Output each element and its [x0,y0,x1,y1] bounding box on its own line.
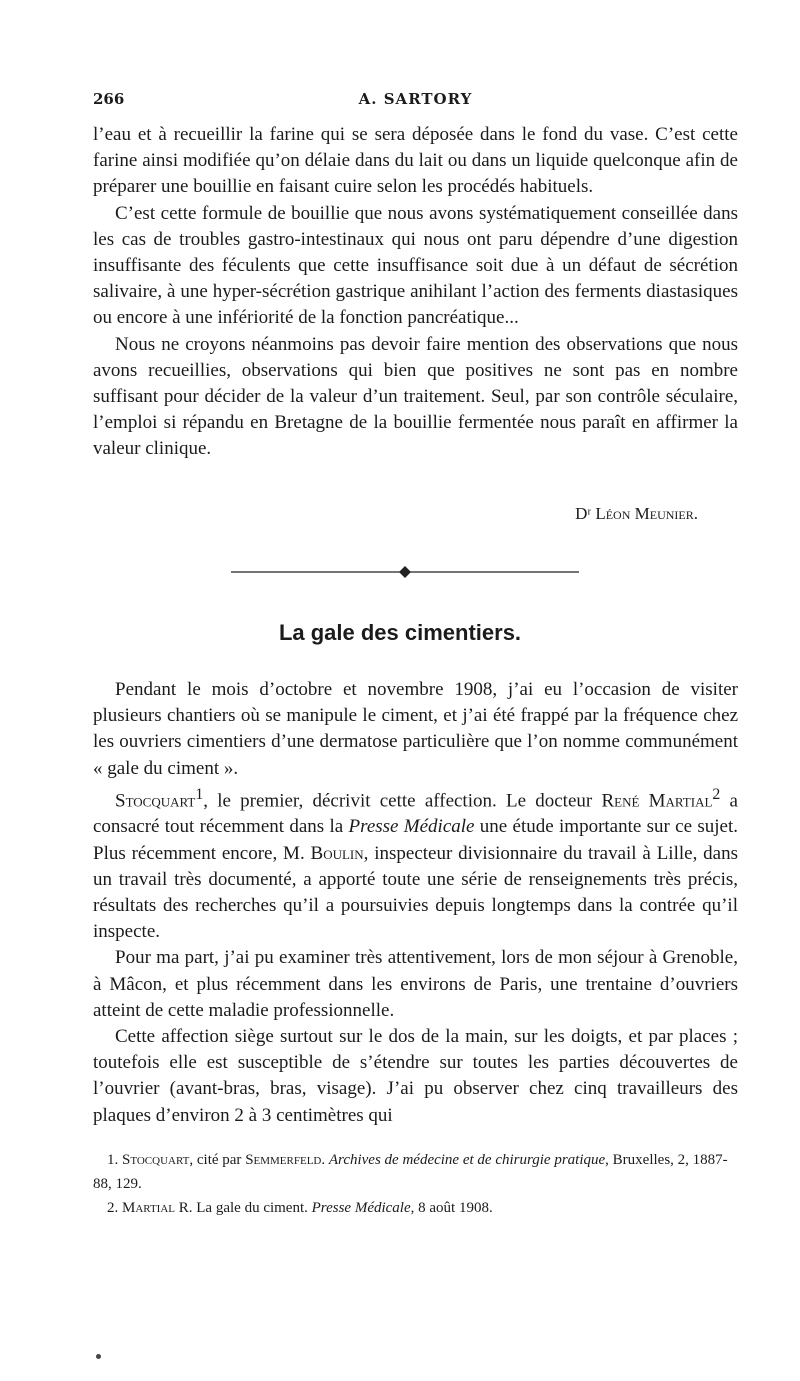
running-author: A. SARTORY [358,90,473,108]
paragraph: Cette affection siège surtout sur le dos de la main, sur les doigts, et par places ; toutefois elle est susceptible de s’étendre sur toutes les parties découvertes de l’ouvrier (avant-bras, bras, visage). J’ai pu observer chez cinq travailleurs des plaques d’environ 2 à 3 centimètres qui [93,1025,738,1126]
footnote: 2. Martial R. La gale du ciment. Presse Médicale, 8 août 1908. [107,1200,493,1216]
signature-title: Dʳ [575,504,592,523]
author-name: René Martial [601,790,713,812]
footnote-ref: 2 [712,785,721,803]
paragraph: Pour ma part, j’ai pu examiner très attentivement, lors de mon séjour à Grenoble, à Mâcon, et plus récemment dans les environs de Paris, une trentaine d’ouvriers atteint de cette maladie professionnelle. [93,947,738,1021]
paragraph: C’est cette formule de bouillie que nous avons systématiquement conseillée dans les cas de troubles gastro-intestinaux qui nous ont paru dépendre d’une digestion insuffisante des féculents que cette insuffisance soit due à un défaut de sécrétion salivaire, à une hyper-sécrétion gastrique anihilant l’action des ferments diastasiques ou encore à une infériorité de la fonction pancréatique... [93,202,738,329]
author-name: Boulin [310,842,364,864]
signature-name: Léon Meunier. [595,504,698,523]
signature [575,504,698,524]
author-name: Stocquart [115,790,196,812]
page-number: 266 [93,90,125,108]
paragraph: Stocquart$^1$, le premier, décrivit cette affection. Le docteur René Martial$^2$ a consacré tout récemment dans la Presse Médicale une étude importante sur ce sujet. Plus récemment encore, M. Boulin, inspecteur divisionnaire du travail à Lille, dans un travail très documenté, a apporté toute une série de renseignements très précis, résultats des recherches qu’il a poursuivies depuis longtemps dans la contrée qu’il inspecte. [93,785,738,943]
paragraph: Pendant le mois d’octobre et novembre 1908, j’ai eu l’occasion de visiter plusieurs chantiers où se manipule le ciment, et j’ai été frappé par la fréquence chez les ouvriers cimentiers d’une dermatose particulière que l’on nomme communément « gale du ciment ». [93,679,738,779]
article-title: La gale des cimentiers. [278,620,522,645]
footnote: 1. Stocquart, cité par Semmerfeld. Archives de médecine et de chirurgie pratique, Bruxelles, 2, 1887-88, 129. [93,1152,728,1192]
section-divider [231,565,579,579]
footnote-ref: 1 [195,785,204,803]
paragraph: Nous ne croyons néanmoins pas devoir faire mention des observations que nous avons recueillies, observations qui bien que positives ne sont pas en nombre suffisant pour décider de la valeur d’un traitement. Seul, par son contrôle séculaire, l’emploi si répandu en Bretagne de la bouillie fermentée nous paraît en affirmer la valeur clinique. [93,333,738,460]
footnotes [93,1148,738,1220]
journal-title: Presse Médicale [348,816,475,838]
running-header [93,90,738,112]
paragraph: l’eau et à recueillir la farine qui se sera déposée dans le fond du vase. C’est cette farine ainsi modifiée qu’on délaie dans du lait ou dans un liquide quelconque afin de préparer une bouillie en faisant cuire selon les procédés habituels. [93,124,738,198]
article-body [93,677,738,1129]
print-speck [96,1354,101,1359]
article-continuation [93,122,738,463]
